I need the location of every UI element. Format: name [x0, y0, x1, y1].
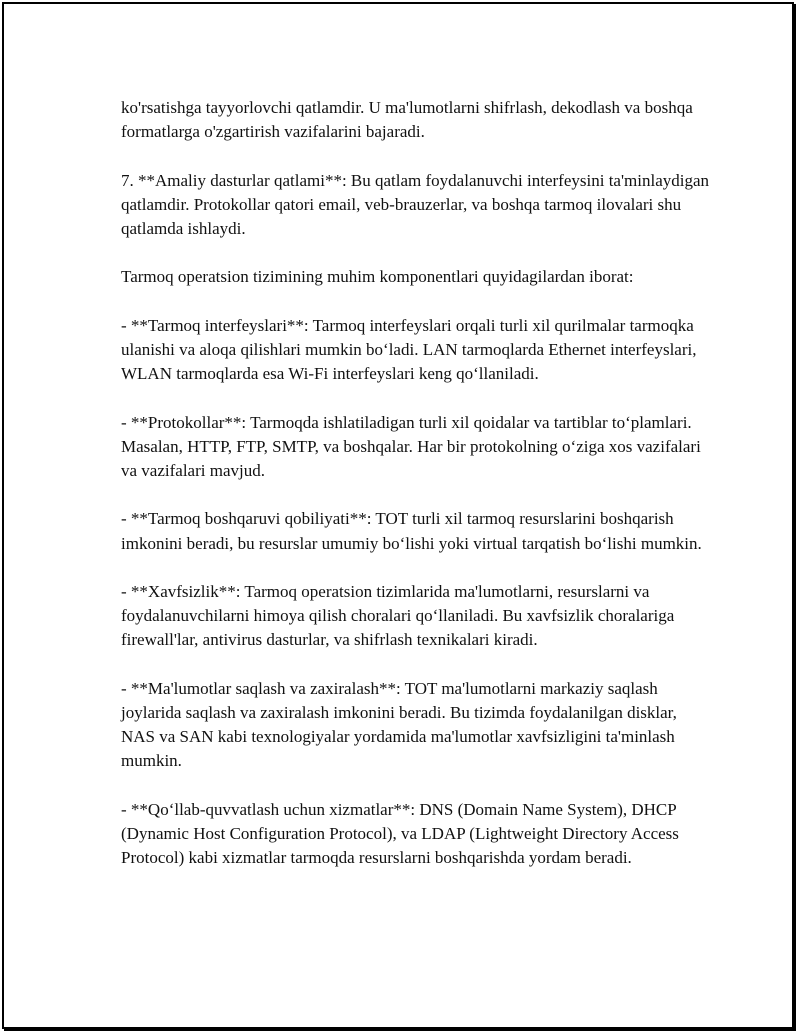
list-item-protocols: - **Protokollar**: Tarmoqda ishlatiladigan turli xil qoidalar va tartiblar to‘plamlari. Masalan, HTTP, FTP, SMTP, va boshqalar. Har bir protokolning o‘ziga xos vazifalari va vazifalari mavjud. — [121, 412, 701, 480]
page-frame — [2, 2, 794, 1029]
paragraph-continuation: ko'rsatishga tayyorlovchi qatlamdir. U ma'lumotlarni shifrlash, dekodlash va boshqa formatlarga o'zgartirish vazifalarini bajaradi. — [121, 98, 693, 142]
paragraph-application-layer: 7. **Amaliy dasturlar qatlami**: Bu qatlam foydalanuvchi interfeysini ta'minlaydigan qatlamdir. Protokollar qatori email, veb-brauzerlar, va boshqa tarmoq ilovalari shu qatlamda ishlaydi. — [121, 170, 710, 238]
list-item-support-services: - **Qo‘llab-quvvatlash uchun xizmatlar**: DNS (Domain Name System), DHCP (Dynamic Host Configuration Protocol), va LDAP (Lightweight Directory Access Protocol) kabi xizmatlar tarmoqda resurslarni boshqarishda yordam beradi. — [121, 799, 679, 868]
list-item-network-management: - **Tarmoq boshqaruvi qobiliyati**: TOT turli xil tarmoq resurslarini boshqarish imkonini beradi, bu resurslar umumiy bo‘lishi yoki virtual tarqatish bo‘lishi mumkin. — [121, 509, 702, 553]
list-item-data-storage: - **Ma'lumotlar saqlash va zaxiralash**: TOT ma'lumotlarni markaziy saqlash joylarida saqlash va zaxiralash imkonini beradi. Bu tizimda foydalanilgan disklar, NAS va SAN kabi texnologiyalar yordamida ma'lumotlar xavfsizligini ta'minlash mumkin. — [121, 678, 677, 771]
document-body — [121, 96, 711, 870]
list-item-security: - **Xavfsizlik**: Tarmoq operatsion tizimlarida ma'lumotlarni, resurslarni va foydalanuvchilarni himoya qilish choralari qo‘llaniladi. Bu xavfsizlik choralariga firewall'lar, antivirus dasturlar, va shifrlash texnikalari kiradi. — [121, 581, 675, 650]
list-item-network-interfaces: - **Tarmoq interfeyslari**: Tarmoq interfeyslari orqali turli xil qurilmalar tarmoqka ulanishi va aloqa qilishlari mumkin bo‘ladi. LAN tarmoqlarda Ethernet interfeyslari, WLAN tarmoqlarda esa Wi-Fi interfeyslari keng qo‘llaniladi. — [121, 315, 697, 384]
paragraph-components-intro: Tarmoq operatsion tizimining muhim komponentlari quyidagilardan iborat: — [121, 267, 634, 287]
